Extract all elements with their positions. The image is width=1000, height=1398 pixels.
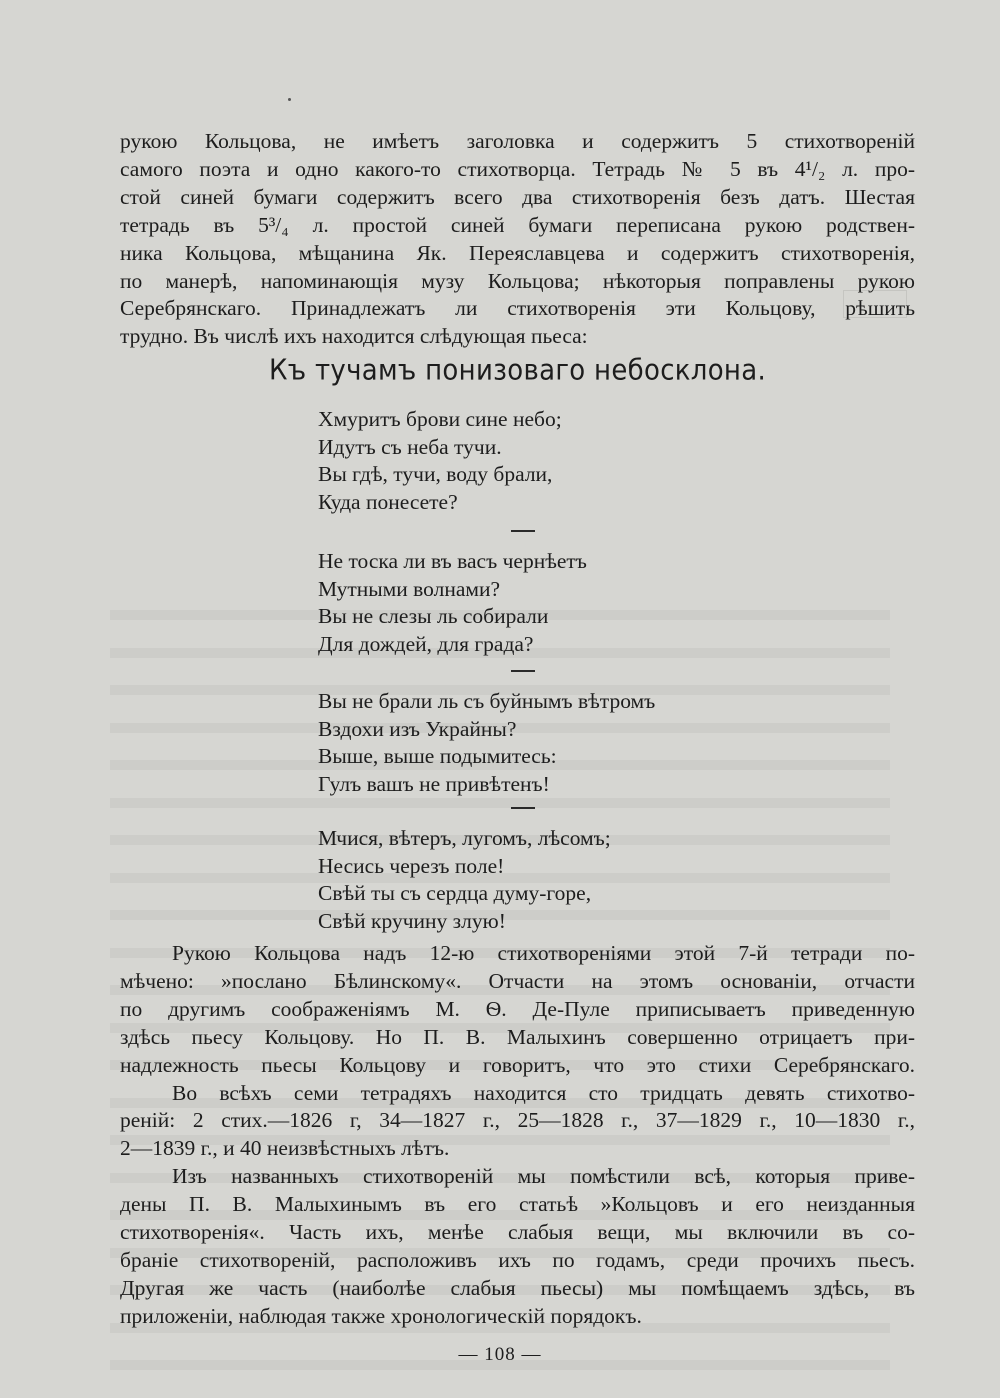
poem-line: Свѣй ты съ сердца думу-горе, [318, 881, 592, 905]
text-line: реній: 2 стих.—1826 г, 34—1827 г., 25—1828 г., 37—1829 г., 10—1830 г., [120, 1108, 915, 1133]
text-line: Другая же часть (наиболѣе слабыя пьесы) мы помѣщаемъ здѣсь, въ [120, 1275, 915, 1300]
paragraph-top [120, 128, 915, 351]
poem-line: Не тоска ли въ васъ чернѣетъ [318, 549, 587, 573]
text-line: рукою Кольцова, не имѣетъ заголовка и содержитъ 5 стихотвореній [120, 129, 915, 153]
poem-stanza [318, 406, 698, 516]
print-speck [288, 98, 291, 101]
stanza-separator [511, 670, 535, 672]
poem-line: Вздохи изъ Украйны? [318, 716, 517, 741]
text-line: браніе стихотвореній, расположивъ ихъ по годамъ, среди прочихъ пьесъ. [120, 1247, 915, 1272]
text-line: приложеніи, наблюдая также хронологическій порядокъ. [120, 1303, 642, 1328]
text-line: Изъ названныхъ стихотвореній мы помѣстили всѣ, которыя приве- [172, 1164, 915, 1189]
text-line: мѣчено: »послано Бѣлинскому«. Отчасти на этомъ основаніи, отчасти [120, 968, 915, 993]
poem-stanza [318, 825, 698, 935]
text-line: надлежность пьесы Кольцову и говоритъ, что это стихи Серебрянскаго. [120, 1052, 915, 1077]
poem-line: Для дождей, для града? [318, 631, 534, 656]
text-line: стой синей бумаги содержитъ всего два стихотворенія безъ датъ. Шестая [120, 184, 915, 209]
poem-line: Вы не слезы ль собирали [318, 604, 549, 628]
text-line: Рукою Кольцова надъ 12-ю стихотвореніями этой 7-й тетради по- [172, 941, 915, 965]
paragraph-bottom [120, 940, 915, 1331]
text-line: трудно. Въ числѣ ихъ находится слѣдующая пьеса: [120, 324, 588, 349]
text-line: 2—1839 г., и 40 неизвѣстныхъ лѣтъ. [120, 1136, 450, 1161]
poem-line: Свѣй кручину злую! [318, 908, 506, 933]
stanza-separator [511, 530, 535, 532]
poem-line: Мутными волнами? [318, 576, 501, 601]
text-line: Серебрянскаго. Принадлежатъ ли стихотворенія эти Кольцову, рѣшить [120, 296, 915, 321]
text-line: стихотворенія«. Часть ихъ, менѣе слабыя вещи, мы включили въ со- [120, 1220, 915, 1245]
text-line: Во всѣхъ семи тетрадяхъ находится сто тридцать девять стихотво- [172, 1080, 915, 1105]
text-line: по другимъ соображеніямъ М. Ѳ. Де-Пуле приписываетъ приведенную [120, 996, 915, 1021]
poem-stanza [318, 688, 698, 798]
poem-line: Выше, выше подымитесь: [318, 744, 557, 768]
page-number: — 108 — [458, 1344, 542, 1365]
text-line: ника Кольцова, мѣщанина Як. Переяславцева и содержитъ стихотворенія, [120, 240, 915, 265]
text-line: по манерѣ, напоминающія музу Кольцова; нѣкоторыя поправлены рукою [120, 268, 915, 293]
text-line: здѣсь пьесу Кольцову. Но П. В. Малыхинъ совершенно отрицаетъ при- [120, 1024, 915, 1049]
poem-title: Къ тучамъ понизоваго небосклона. [268, 354, 767, 388]
stanza-separator [511, 807, 535, 809]
text-line: тетрадь въ 5³/₄ л. простой синей бумаги переписана рукою родствен- [120, 212, 915, 237]
poem-stanza [318, 548, 698, 658]
poem-line: Вы не брали ль съ буйнымъ вѣтромъ [318, 689, 656, 713]
text-line: самого поэта и одно какого-то стихотворца. Тетрадь № 5 въ 4¹/₂ л. про- [120, 156, 915, 181]
poem-line: Идутъ съ неба тучи. [318, 434, 502, 459]
poem-line: Хмуритъ брови сине небо; [318, 407, 562, 431]
poem-line: Вы гдѣ, тучи, воду брали, [318, 462, 553, 486]
poem-line: Мчися, вѣтеръ, лугомъ, лѣсомъ; [318, 826, 611, 850]
poem-line: Куда понесете? [318, 489, 458, 514]
text-line: дены П. В. Малыхинымъ въ его статьѣ »Кольцовъ и его неизданныя [120, 1192, 915, 1217]
poem-line: Несись черезъ поле! [318, 853, 505, 878]
poem-line: Гулъ вашъ не привѣтенъ! [318, 771, 550, 796]
